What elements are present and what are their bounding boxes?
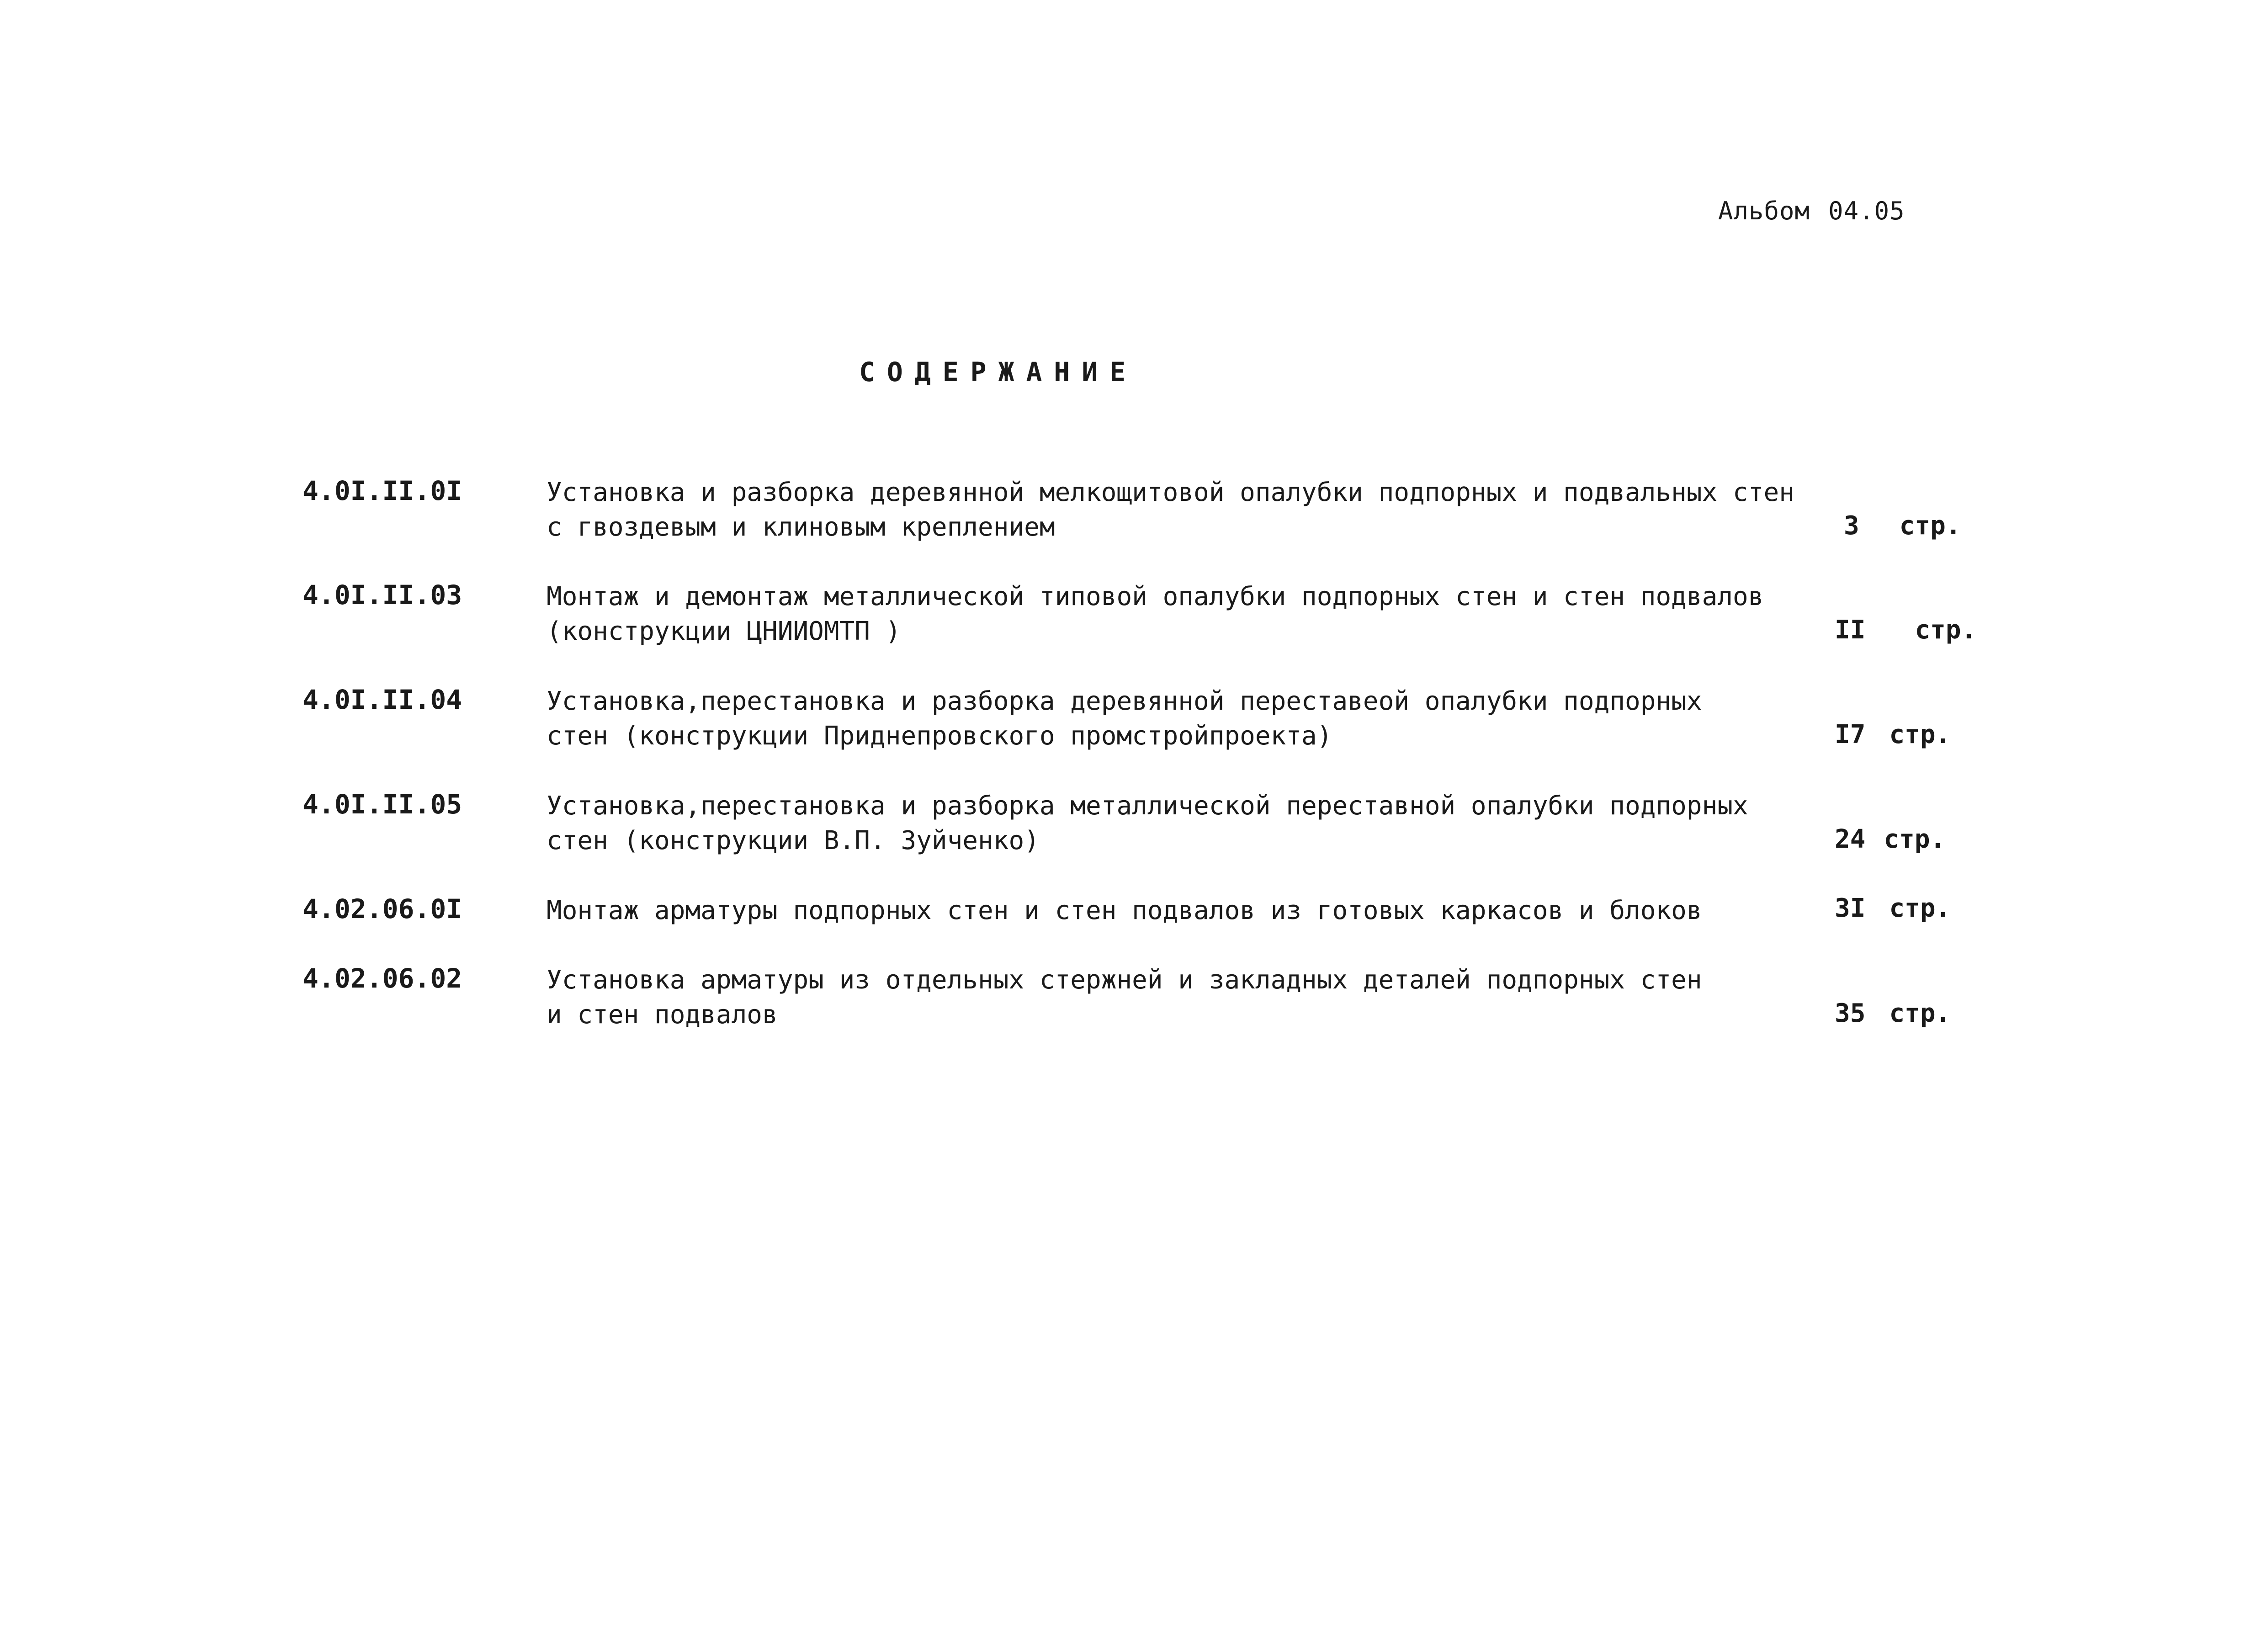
entry-description (547, 893, 1725, 928)
entry-line: Монтаж арматуры подпорных стен и стен подвалов из готовых каркасов и блоков (547, 896, 1702, 925)
entry-line: (конструкции ЦНИИОМТП ) (547, 616, 901, 646)
entry-line: Установка,перестановка и разборка металлической переставной опалубки подпорных (547, 791, 1748, 821)
entry-page-number: 3 (1844, 511, 1859, 541)
entry-page-number: 24 (1835, 824, 1866, 854)
entry-line: с гвоздевым и клиновым креплением (547, 512, 1055, 542)
entry-page-ref (1844, 511, 1961, 541)
entry-page-unit: стр. (1889, 893, 1951, 923)
page-title: СОДЕРЖАНИЕ (859, 356, 1138, 388)
album-label: Альбом (1718, 197, 1810, 225)
entry-code: 4.0I.II.05 (303, 789, 462, 820)
entry-page-number: II (1835, 615, 1866, 645)
entry-line: Монтаж и демонтаж металлической типовой опалубки подпорных стен и стен подвалов (547, 582, 1764, 611)
album-number: 04.05 (1828, 197, 1905, 225)
entry-page-number: 3I (1835, 893, 1866, 923)
entry-description (547, 789, 1748, 858)
entry-description (547, 963, 1725, 1032)
entry-description (547, 579, 1764, 649)
entry-line: и стен подвалов (547, 1000, 778, 1030)
entry-page-unit: стр. (1899, 511, 1961, 541)
entry-page-ref (1835, 893, 1951, 923)
entry-page-ref (1835, 720, 1951, 749)
entry-line: стен (конструкции В.П. Зуйченко) (547, 826, 1040, 855)
entry-page-unit: стр. (1915, 615, 1977, 645)
entry-line: Установка арматуры из отдельных стержней и закладных деталей подпорных стен (547, 965, 1702, 995)
entry-code: 4.0I.II.03 (303, 579, 462, 611)
entry-page-ref (1835, 824, 1945, 854)
entry-page-unit: стр. (1889, 999, 1951, 1028)
entry-page-ref (1835, 999, 1951, 1028)
entry-description (547, 684, 1725, 754)
entry-line: Установка и разборка деревянной мелкощитовой опалубки подпорных и подвальных стен (547, 478, 1794, 507)
entry-code: 4.0I.II.04 (303, 684, 462, 715)
entry-description (547, 475, 1794, 545)
entry-code: 4.02.06.0I (303, 893, 462, 924)
entry-line: Установка,перестановка и разборка деревянной переставеой опалубки подпорных (547, 686, 1702, 716)
entry-page-number: 35 (1835, 999, 1866, 1028)
entry-code: 4.0I.II.0I (303, 475, 462, 506)
entry-line: стен (конструкции Приднепровского промстройпроекта) (547, 721, 1332, 751)
entry-page-number: I7 (1835, 720, 1866, 749)
entry-page-ref (1835, 615, 1976, 645)
entry-page-unit: стр. (1889, 720, 1951, 749)
entry-page-unit: стр. (1884, 824, 1946, 854)
entry-code: 4.02.06.02 (303, 963, 462, 994)
